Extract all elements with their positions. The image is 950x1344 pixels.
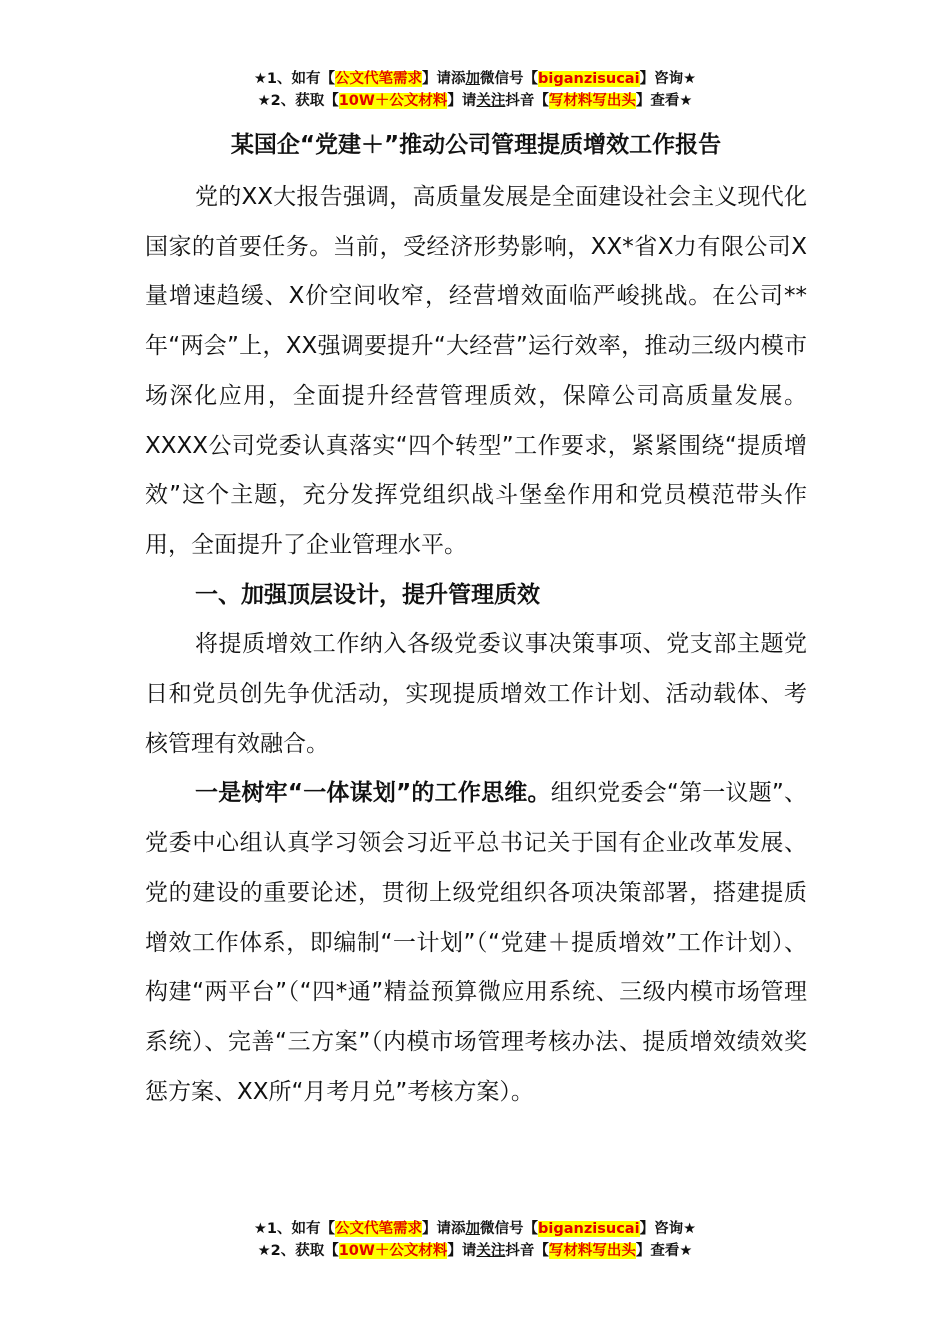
intro-paragraph: 党的XX大报告强调，高质量发展是全面建设社会主义现代化国家的首要任务。当前，受经济形势影响，XX*省X力有限公司X量增速趋缓、X价空间收窄，经营增效面临严峻挑战。在公司**年“两会”上，XX强调要提升“大经营”运行效率，推动三级内模市场深化应用，全面提升经营管理质效，保障公司高质量发展。XXXX公司党委认真落实“四个转型”工作要求，紧紧围绕“提质增效”这个主题，充分发挥党组织战斗堡垒作用和党员模范带头作用，全面提升了企业管理水平。 xyxy=(145,184,807,558)
point-1-body: 组织党委会“第一议题”、党委中心组认真学习领会习近平总书记关于国有企业改革发展、党的建设的重要论述，贯彻上级党组织各项决策部署，搭建提质增效工作体系，即编制“一计划”（“党建＋提质增效”工作计划）、构建“两平台”（“四*通”精益预算微应用系统、三级内模市场管理系统）、完善“三方案”（内模市场管理考核办法、提质增效绩效奖惩方案、XX所“月考月兑”考核方案）。 xyxy=(145,780,807,1105)
wechat-id: biganzisucai xyxy=(538,1221,640,1237)
point-1-lead: 一是树牢“一体谋划”的工作思维。 xyxy=(195,780,551,807)
point-1-paragraph xyxy=(145,769,807,1117)
highlight-materials: 10W＋公文材料 xyxy=(338,93,448,109)
document-title: 某国企“党建＋”推动公司管理提质增效工作报告 xyxy=(230,132,722,158)
highlight-materials: 10W＋公文材料 xyxy=(338,1243,448,1259)
promo-line-1: ★1、如有【公文代笔需求】请添加微信号【biganzisucai】咨询★ xyxy=(253,71,697,87)
promo-line-1: ★1、如有【公文代笔需求】请添加微信号【biganzisucai】咨询★ xyxy=(253,1221,697,1237)
section-heading-1: 一、加强顶层设计，提升管理质效 xyxy=(195,581,540,608)
highlight-service: 公文代笔需求 xyxy=(335,1221,423,1237)
promo-line-2: ★2、获取【10W＋公文材料】请关注抖音【写材料写出头】查看★ xyxy=(257,1243,693,1259)
highlight-service: 公文代笔需求 xyxy=(335,71,423,87)
promo-banner-top xyxy=(0,68,950,112)
douyin-account: 写材料写出头 xyxy=(548,93,636,109)
document-body xyxy=(145,125,807,1117)
promo-line-2: ★2、获取【10W＋公文材料】请关注抖音【写材料写出头】查看★ xyxy=(257,93,693,109)
section-1-paragraph: 将提质增效工作纳入各级党委议事决策事项、党支部主题党日和党员创先争优活动，实现提质增效工作计划、活动载体、考核管理有效融合。 xyxy=(145,631,807,757)
douyin-account: 写材料写出头 xyxy=(548,1243,636,1259)
promo-banner-bottom xyxy=(0,1218,950,1262)
wechat-id: biganzisucai xyxy=(538,71,640,87)
